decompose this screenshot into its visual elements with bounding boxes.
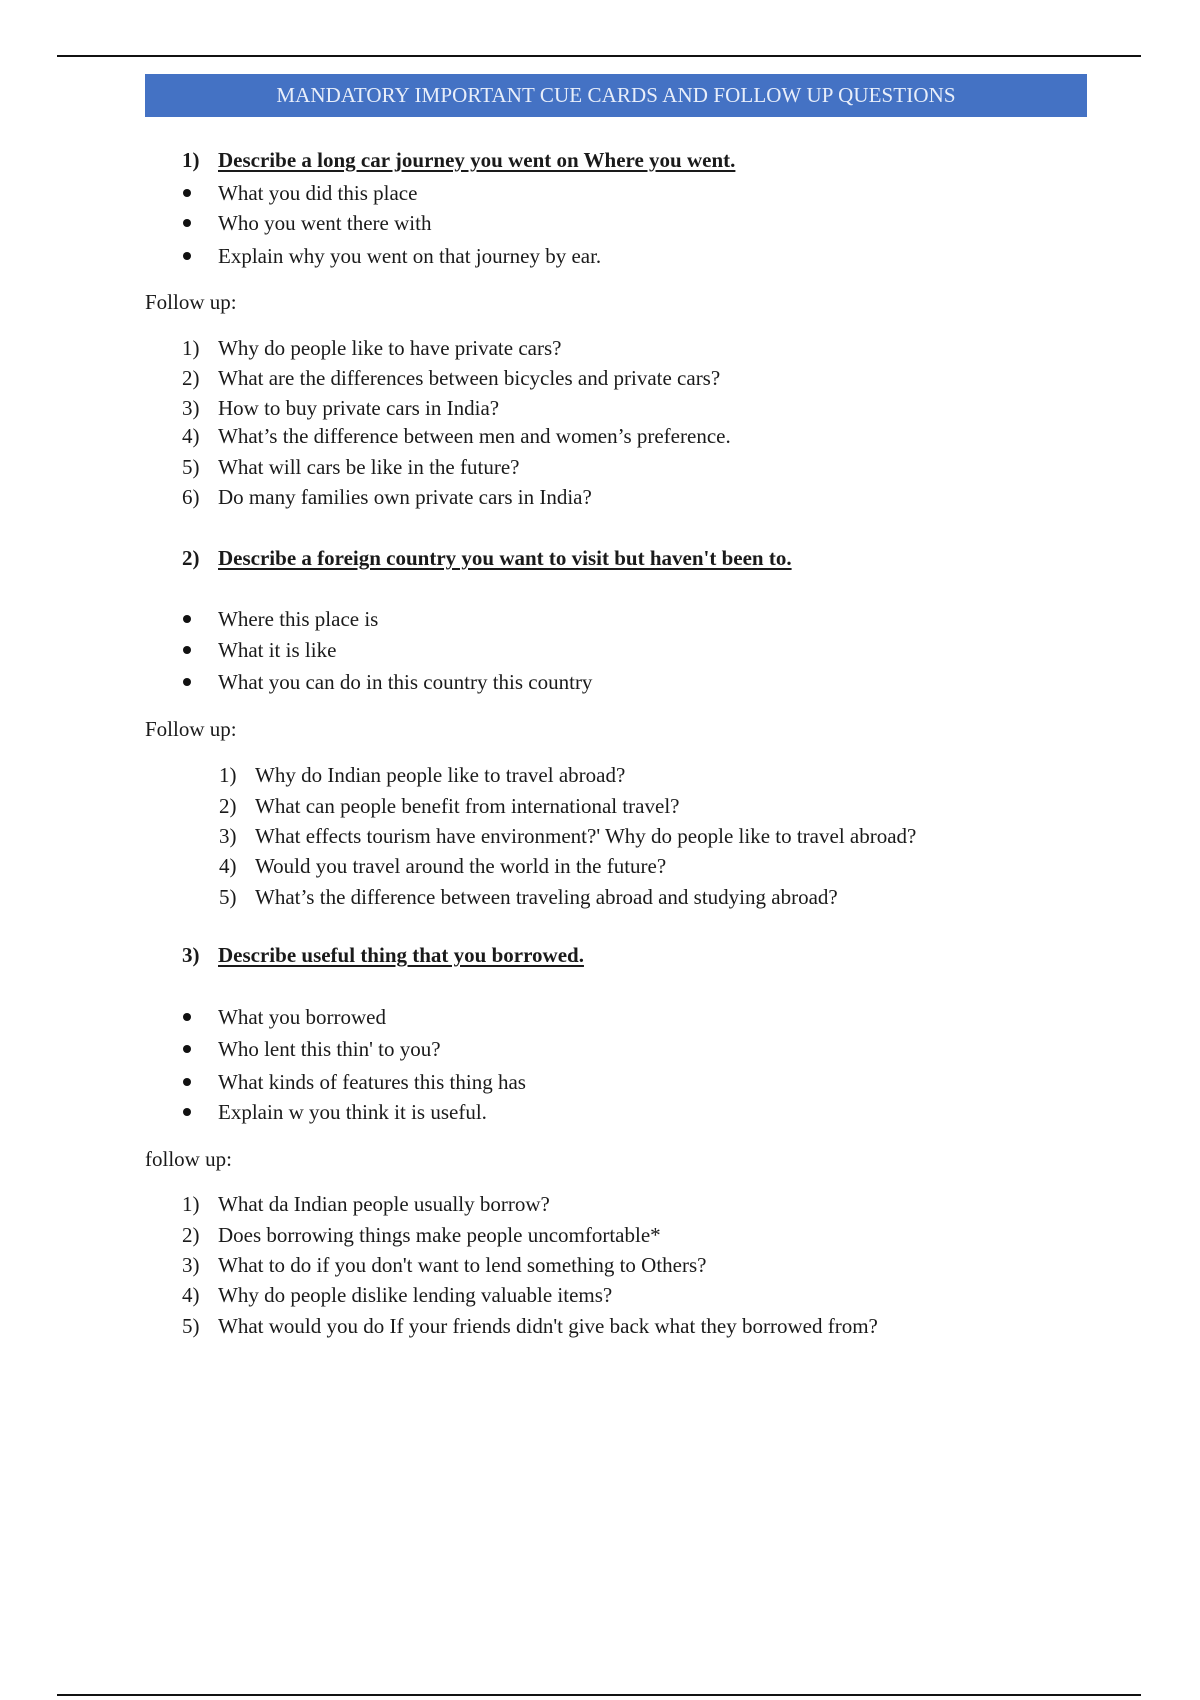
bullet-item: What you can do in this country this country: [218, 670, 593, 694]
bullet-item: Explain why you went on that journey by ear.: [218, 244, 602, 268]
question-number: 3): [182, 396, 200, 420]
bullet-item: What it is like: [218, 638, 337, 662]
section-heading: Describe a long car journey you went on Where you went.: [218, 148, 736, 172]
question-number: 5): [182, 1314, 200, 1338]
bullet-item: Who you went there with: [218, 211, 432, 235]
question-number: 5): [182, 455, 200, 479]
bottom-rule: [57, 1694, 1141, 1696]
question-number: 6): [182, 485, 200, 509]
question-number: 1): [182, 1192, 200, 1216]
follow-up-label: Follow up:: [145, 717, 237, 741]
question-text: What can people benefit from international travel?: [255, 794, 680, 818]
question-text: How to buy private cars in India?: [218, 396, 500, 420]
question-text: Do many families own private cars in India?: [218, 485, 592, 509]
question-number: 2): [182, 1223, 200, 1247]
bullet-icon: [183, 1013, 191, 1021]
question-text: What will cars be like in the future?: [218, 455, 520, 479]
question-number: 4): [219, 854, 237, 878]
question-number: 4): [182, 1283, 200, 1307]
bullet-item: What kinds of features this thing has: [218, 1070, 526, 1094]
question-text: Why do people dislike lending valuable items?: [218, 1283, 613, 1307]
question-text: What are the differences between bicycles and private cars?: [218, 366, 721, 390]
bullet-item: What you borrowed: [218, 1005, 386, 1029]
follow-up-label: Follow up:: [145, 290, 237, 314]
bullet-icon: [183, 615, 191, 623]
bullet-icon: [183, 219, 191, 227]
question-text: What da Indian people usually borrow?: [218, 1192, 550, 1216]
question-text: What would you do If your friends didn't give back what they borrowed from?: [218, 1314, 878, 1338]
question-number: 1): [219, 763, 237, 787]
question-text: What to do if you don't want to lend something to Others?: [218, 1253, 707, 1277]
bullet-icon: [183, 252, 191, 260]
bullet-icon: [183, 678, 191, 686]
bullet-icon: [183, 189, 191, 197]
section-heading: Describe a foreign country you want to visit but haven't been to.: [218, 546, 792, 570]
bullet-icon: [183, 1108, 191, 1116]
question-text: What’s the difference between men and women’s preference.: [218, 424, 731, 448]
question-number: 4): [182, 424, 200, 448]
question-text: Why do people like to have private cars?: [218, 336, 562, 360]
section-number: 1): [182, 148, 200, 172]
question-text: What effects tourism have environment?' Why do people like to travel abroad?: [255, 824, 917, 848]
question-number: 5): [219, 885, 237, 909]
section-number: 3): [182, 943, 200, 967]
question-number: 2): [219, 794, 237, 818]
question-number: 2): [182, 366, 200, 390]
bullet-item: Explain w you think it is useful.: [218, 1100, 487, 1124]
question-number: 3): [182, 1253, 200, 1277]
document-title-banner: MANDATORY IMPORTANT CUE CARDS AND FOLLOW UP QUESTIONS: [145, 74, 1087, 117]
bullet-item: What you did this place: [218, 181, 418, 205]
section-heading: Describe useful thing that you borrowed.: [218, 943, 584, 967]
question-text: What’s the difference between traveling abroad and studying abroad?: [255, 885, 838, 909]
question-number: 1): [182, 336, 200, 360]
bullet-icon: [183, 646, 191, 654]
question-text: Why do Indian people like to travel abroad?: [255, 763, 626, 787]
section-number: 2): [182, 546, 200, 570]
bullet-icon: [183, 1078, 191, 1086]
bullet-item: Who lent this thin' to you?: [218, 1037, 441, 1061]
top-rule: [57, 55, 1141, 57]
question-text: Would you travel around the world in the future?: [255, 854, 667, 878]
bullet-icon: [183, 1045, 191, 1053]
question-number: 3): [219, 824, 237, 848]
question-text: Does borrowing things make people uncomfortable*: [218, 1223, 661, 1247]
follow-up-label: follow up:: [145, 1147, 232, 1171]
bullet-item: Where this place is: [218, 607, 379, 631]
